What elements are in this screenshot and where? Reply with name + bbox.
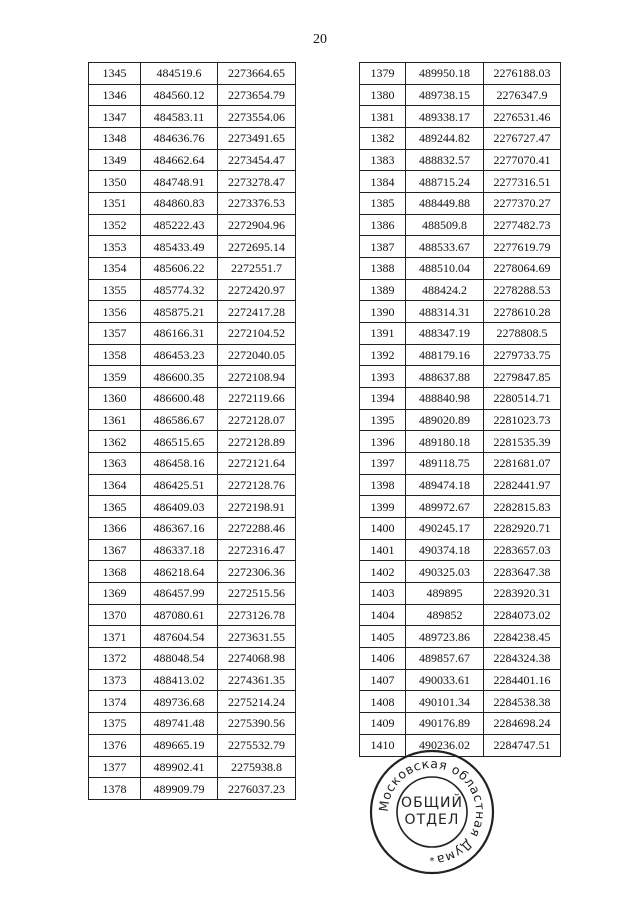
point-number-cell: 1384 [360, 171, 406, 193]
x-coordinate-cell: 489972.67 [406, 496, 484, 518]
point-number-cell: 1395 [360, 409, 406, 431]
point-number-cell: 1400 [360, 518, 406, 540]
x-coordinate-cell: 488533.67 [406, 236, 484, 258]
y-coordinate-cell: 2273376.53 [218, 193, 296, 215]
point-number-cell: 1361 [89, 409, 141, 431]
y-coordinate-cell: 2273126.78 [218, 604, 296, 626]
point-number-cell: 1408 [360, 691, 406, 713]
y-coordinate-cell: 2281023.73 [484, 409, 561, 431]
table-row [89, 756, 296, 778]
point-number-cell: 1357 [89, 323, 141, 345]
point-number-cell: 1391 [360, 323, 406, 345]
point-number-cell: 1390 [360, 301, 406, 323]
y-coordinate-cell: 2272551.7 [218, 258, 296, 280]
y-coordinate-cell: 2277316.51 [484, 171, 561, 193]
y-coordinate-cell: 2272108.94 [218, 366, 296, 388]
table-row [360, 214, 561, 236]
y-coordinate-cell: 2273654.79 [218, 84, 296, 106]
x-coordinate-cell: 486409.03 [141, 496, 218, 518]
point-number-cell: 1362 [89, 431, 141, 453]
y-coordinate-cell: 2273554.06 [218, 106, 296, 128]
x-coordinate-cell: 485222.43 [141, 214, 218, 236]
table-row [360, 561, 561, 583]
x-coordinate-cell: 489950.18 [406, 63, 484, 85]
y-coordinate-cell: 2273631.55 [218, 626, 296, 648]
x-coordinate-cell: 487080.61 [141, 604, 218, 626]
point-number-cell: 1364 [89, 474, 141, 496]
y-coordinate-cell: 2279733.75 [484, 344, 561, 366]
y-coordinate-cell: 2276188.03 [484, 63, 561, 85]
y-coordinate-cell: 2273491.65 [218, 128, 296, 150]
table-row [89, 583, 296, 605]
y-coordinate-cell: 2272128.76 [218, 474, 296, 496]
table-row [360, 84, 561, 106]
x-coordinate-cell: 489244.82 [406, 128, 484, 150]
x-coordinate-cell: 485606.22 [141, 258, 218, 280]
table-row [89, 106, 296, 128]
y-coordinate-cell: 2276037.23 [218, 778, 296, 800]
table-row [360, 366, 561, 388]
point-number-cell: 1387 [360, 236, 406, 258]
point-number-cell: 1354 [89, 258, 141, 280]
point-number-cell: 1360 [89, 388, 141, 410]
table-row [360, 236, 561, 258]
x-coordinate-cell: 489857.67 [406, 648, 484, 670]
y-coordinate-cell: 2277619.79 [484, 236, 561, 258]
x-coordinate-cell: 488832.57 [406, 149, 484, 171]
point-number-cell: 1368 [89, 561, 141, 583]
point-number-cell: 1370 [89, 604, 141, 626]
y-coordinate-cell: 2272420.97 [218, 279, 296, 301]
y-coordinate-cell: 2283657.03 [484, 539, 561, 561]
table-row [360, 518, 561, 540]
y-coordinate-cell: 2284324.38 [484, 648, 561, 670]
table-row [89, 691, 296, 713]
point-number-cell: 1409 [360, 713, 406, 735]
x-coordinate-cell: 489741.48 [141, 713, 218, 735]
table-row [89, 539, 296, 561]
official-stamp [368, 748, 496, 876]
point-number-cell: 1375 [89, 713, 141, 735]
table-row [89, 323, 296, 345]
point-number-cell: 1399 [360, 496, 406, 518]
y-coordinate-cell: 2277070.41 [484, 149, 561, 171]
y-coordinate-cell: 2272040.05 [218, 344, 296, 366]
point-number-cell: 1404 [360, 604, 406, 626]
point-number-cell: 1406 [360, 648, 406, 670]
y-coordinate-cell: 2272104.52 [218, 323, 296, 345]
y-coordinate-cell: 2276531.46 [484, 106, 561, 128]
point-number-cell: 1367 [89, 539, 141, 561]
table-row [89, 279, 296, 301]
table-row [360, 474, 561, 496]
table-row [89, 193, 296, 215]
x-coordinate-cell: 486337.18 [141, 539, 218, 561]
point-number-cell: 1371 [89, 626, 141, 648]
y-coordinate-cell: 2272306.36 [218, 561, 296, 583]
table-row [360, 258, 561, 280]
point-number-cell: 1363 [89, 453, 141, 475]
point-number-cell: 1358 [89, 344, 141, 366]
page-number: 20 [313, 32, 327, 47]
y-coordinate-cell: 2272695.14 [218, 236, 296, 258]
y-coordinate-cell: 2281535.39 [484, 431, 561, 453]
x-coordinate-cell: 485433.49 [141, 236, 218, 258]
point-number-cell: 1382 [360, 128, 406, 150]
table-right-body [360, 63, 561, 757]
table-row [360, 323, 561, 345]
y-coordinate-cell: 2272121.64 [218, 453, 296, 475]
point-number-cell: 1372 [89, 648, 141, 670]
table-row [360, 669, 561, 691]
table-row [89, 171, 296, 193]
x-coordinate-cell: 486586.67 [141, 409, 218, 431]
table-row [89, 604, 296, 626]
point-number-cell: 1394 [360, 388, 406, 410]
table-row [89, 236, 296, 258]
point-number-cell: 1373 [89, 669, 141, 691]
table-row [89, 214, 296, 236]
x-coordinate-cell: 490176.89 [406, 713, 484, 735]
point-number-cell: 1389 [360, 279, 406, 301]
x-coordinate-cell: 486515.65 [141, 431, 218, 453]
table-row [360, 713, 561, 735]
table-row [360, 626, 561, 648]
point-number-cell: 1383 [360, 149, 406, 171]
point-number-cell: 1388 [360, 258, 406, 280]
y-coordinate-cell: 2283920.31 [484, 583, 561, 605]
y-coordinate-cell: 2272417.28 [218, 301, 296, 323]
x-coordinate-cell: 488509.8 [406, 214, 484, 236]
table-row [360, 691, 561, 713]
x-coordinate-cell: 488840.98 [406, 388, 484, 410]
x-coordinate-cell: 486457.99 [141, 583, 218, 605]
point-number-cell: 1365 [89, 496, 141, 518]
table-row [360, 539, 561, 561]
x-coordinate-cell: 486367.16 [141, 518, 218, 540]
y-coordinate-cell: 2284238.45 [484, 626, 561, 648]
x-coordinate-cell: 489180.18 [406, 431, 484, 453]
y-coordinate-cell: 2272515.56 [218, 583, 296, 605]
table-row [89, 453, 296, 475]
y-coordinate-cell: 2272198.91 [218, 496, 296, 518]
x-coordinate-cell: 490033.61 [406, 669, 484, 691]
point-number-cell: 1374 [89, 691, 141, 713]
point-number-cell: 1403 [360, 583, 406, 605]
table-row [360, 496, 561, 518]
coordinates-table-right [359, 62, 561, 757]
table-row [89, 713, 296, 735]
y-coordinate-cell: 2272288.46 [218, 518, 296, 540]
x-coordinate-cell: 485774.32 [141, 279, 218, 301]
x-coordinate-cell: 486166.31 [141, 323, 218, 345]
table-row [360, 128, 561, 150]
stamp-center-line1: ОБЩИЙ [401, 794, 463, 811]
point-number-cell: 1380 [360, 84, 406, 106]
point-number-cell: 1347 [89, 106, 141, 128]
point-number-cell: 1393 [360, 366, 406, 388]
table-row [89, 626, 296, 648]
x-coordinate-cell: 484748.91 [141, 171, 218, 193]
point-number-cell: 1348 [89, 128, 141, 150]
table-row [360, 106, 561, 128]
y-coordinate-cell: 2272316.47 [218, 539, 296, 561]
y-coordinate-cell: 2275390.56 [218, 713, 296, 735]
table-row [89, 301, 296, 323]
y-coordinate-cell: 2281681.07 [484, 453, 561, 475]
x-coordinate-cell: 490236.02 [406, 734, 484, 756]
x-coordinate-cell: 488424.2 [406, 279, 484, 301]
stamp-center-text [368, 748, 496, 876]
y-coordinate-cell: 2272119.66 [218, 388, 296, 410]
y-coordinate-cell: 2284073.02 [484, 604, 561, 626]
point-number-cell: 1351 [89, 193, 141, 215]
table-row [360, 388, 561, 410]
x-coordinate-cell: 486600.35 [141, 366, 218, 388]
y-coordinate-cell: 2272128.89 [218, 431, 296, 453]
y-coordinate-cell: 2275532.79 [218, 734, 296, 756]
point-number-cell: 1366 [89, 518, 141, 540]
y-coordinate-cell: 2282441.97 [484, 474, 561, 496]
x-coordinate-cell: 489474.18 [406, 474, 484, 496]
y-coordinate-cell: 2278808.5 [484, 323, 561, 345]
point-number-cell: 1402 [360, 561, 406, 583]
y-coordinate-cell: 2284538.38 [484, 691, 561, 713]
point-number-cell: 1377 [89, 756, 141, 778]
point-number-cell: 1369 [89, 583, 141, 605]
point-number-cell: 1352 [89, 214, 141, 236]
x-coordinate-cell: 489338.17 [406, 106, 484, 128]
y-coordinate-cell: 2280514.71 [484, 388, 561, 410]
x-coordinate-cell: 484519.6 [141, 63, 218, 85]
x-coordinate-cell: 486218.64 [141, 561, 218, 583]
x-coordinate-cell: 488510.04 [406, 258, 484, 280]
table-row [89, 149, 296, 171]
x-coordinate-cell: 490325.03 [406, 561, 484, 583]
table-row [89, 63, 296, 85]
table-row [89, 366, 296, 388]
point-number-cell: 1381 [360, 106, 406, 128]
table-row [360, 583, 561, 605]
x-coordinate-cell: 489736.68 [141, 691, 218, 713]
x-coordinate-cell: 489909.79 [141, 778, 218, 800]
point-number-cell: 1396 [360, 431, 406, 453]
table-row [89, 388, 296, 410]
y-coordinate-cell: 2273664.65 [218, 63, 296, 85]
y-coordinate-cell: 2274361.35 [218, 669, 296, 691]
y-coordinate-cell: 2279847.85 [484, 366, 561, 388]
point-number-cell: 1379 [360, 63, 406, 85]
x-coordinate-cell: 489118.75 [406, 453, 484, 475]
x-coordinate-cell: 490374.18 [406, 539, 484, 561]
table-row [89, 474, 296, 496]
point-number-cell: 1401 [360, 539, 406, 561]
y-coordinate-cell: 2274068.98 [218, 648, 296, 670]
x-coordinate-cell: 488413.02 [141, 669, 218, 691]
y-coordinate-cell: 2276347.9 [484, 84, 561, 106]
x-coordinate-cell: 489895 [406, 583, 484, 605]
point-number-cell: 1410 [360, 734, 406, 756]
y-coordinate-cell: 2277482.73 [484, 214, 561, 236]
table-row [89, 669, 296, 691]
point-number-cell: 1386 [360, 214, 406, 236]
x-coordinate-cell: 488179.16 [406, 344, 484, 366]
x-coordinate-cell: 486425.51 [141, 474, 218, 496]
x-coordinate-cell: 490101.34 [406, 691, 484, 713]
table-row [360, 279, 561, 301]
y-coordinate-cell: 2284401.16 [484, 669, 561, 691]
x-coordinate-cell: 489738.15 [406, 84, 484, 106]
x-coordinate-cell: 488637.88 [406, 366, 484, 388]
point-number-cell: 1378 [89, 778, 141, 800]
x-coordinate-cell: 487604.54 [141, 626, 218, 648]
table-row [360, 63, 561, 85]
table-row [360, 149, 561, 171]
table-row [360, 301, 561, 323]
y-coordinate-cell: 2283647.38 [484, 561, 561, 583]
y-coordinate-cell: 2282815.83 [484, 496, 561, 518]
y-coordinate-cell: 2278064.69 [484, 258, 561, 280]
table-row [360, 344, 561, 366]
point-number-cell: 1346 [89, 84, 141, 106]
y-coordinate-cell: 2273278.47 [218, 171, 296, 193]
table-row [360, 431, 561, 453]
x-coordinate-cell: 484662.64 [141, 149, 218, 171]
table-row [89, 648, 296, 670]
x-coordinate-cell: 489723.86 [406, 626, 484, 648]
table-row [360, 648, 561, 670]
y-coordinate-cell: 2272128.07 [218, 409, 296, 431]
x-coordinate-cell: 486458.16 [141, 453, 218, 475]
table-row [360, 409, 561, 431]
point-number-cell: 1356 [89, 301, 141, 323]
x-coordinate-cell: 486453.23 [141, 344, 218, 366]
table-row [89, 518, 296, 540]
table-row [360, 171, 561, 193]
table-row [89, 778, 296, 800]
x-coordinate-cell: 484860.83 [141, 193, 218, 215]
point-number-cell: 1345 [89, 63, 141, 85]
point-number-cell: 1385 [360, 193, 406, 215]
table-row [360, 604, 561, 626]
table-row [89, 561, 296, 583]
y-coordinate-cell: 2273454.47 [218, 149, 296, 171]
stamp-center-line2: ОТДЕЛ [404, 812, 460, 828]
table-row [89, 128, 296, 150]
table-row [89, 431, 296, 453]
x-coordinate-cell: 484583.11 [141, 106, 218, 128]
point-number-cell: 1398 [360, 474, 406, 496]
table-row [89, 258, 296, 280]
x-coordinate-cell: 486600.48 [141, 388, 218, 410]
stamp-star: * [429, 856, 435, 867]
table-row [89, 344, 296, 366]
y-coordinate-cell: 2275938.8 [218, 756, 296, 778]
y-coordinate-cell: 2278610.28 [484, 301, 561, 323]
x-coordinate-cell: 485875.21 [141, 301, 218, 323]
coordinates-table-left [88, 62, 296, 800]
y-coordinate-cell: 2276727.47 [484, 128, 561, 150]
point-number-cell: 1397 [360, 453, 406, 475]
y-coordinate-cell: 2284747.51 [484, 734, 561, 756]
point-number-cell: 1407 [360, 669, 406, 691]
point-number-cell: 1359 [89, 366, 141, 388]
y-coordinate-cell: 2275214.24 [218, 691, 296, 713]
x-coordinate-cell: 489902.41 [141, 756, 218, 778]
y-coordinate-cell: 2284698.24 [484, 713, 561, 735]
x-coordinate-cell: 489665.19 [141, 734, 218, 756]
y-coordinate-cell: 2277370.27 [484, 193, 561, 215]
point-number-cell: 1392 [360, 344, 406, 366]
x-coordinate-cell: 484636.76 [141, 128, 218, 150]
point-number-cell: 1405 [360, 626, 406, 648]
table-left-body [89, 63, 296, 800]
y-coordinate-cell: 2282920.71 [484, 518, 561, 540]
x-coordinate-cell: 490245.17 [406, 518, 484, 540]
table-row [360, 193, 561, 215]
point-number-cell: 1376 [89, 734, 141, 756]
x-coordinate-cell: 488048.54 [141, 648, 218, 670]
x-coordinate-cell: 488347.19 [406, 323, 484, 345]
table-row [360, 453, 561, 475]
table-row [89, 496, 296, 518]
table-row [89, 84, 296, 106]
table-row [89, 409, 296, 431]
y-coordinate-cell: 2278288.53 [484, 279, 561, 301]
x-coordinate-cell: 488314.31 [406, 301, 484, 323]
point-number-cell: 1353 [89, 236, 141, 258]
point-number-cell: 1349 [89, 149, 141, 171]
x-coordinate-cell: 488715.24 [406, 171, 484, 193]
point-number-cell: 1355 [89, 279, 141, 301]
table-row [89, 734, 296, 756]
x-coordinate-cell: 488449.88 [406, 193, 484, 215]
x-coordinate-cell: 484560.12 [141, 84, 218, 106]
x-coordinate-cell: 489020.89 [406, 409, 484, 431]
x-coordinate-cell: 489852 [406, 604, 484, 626]
y-coordinate-cell: 2272904.96 [218, 214, 296, 236]
point-number-cell: 1350 [89, 171, 141, 193]
stamp-ring-text: Московская областная Дума [375, 755, 489, 868]
